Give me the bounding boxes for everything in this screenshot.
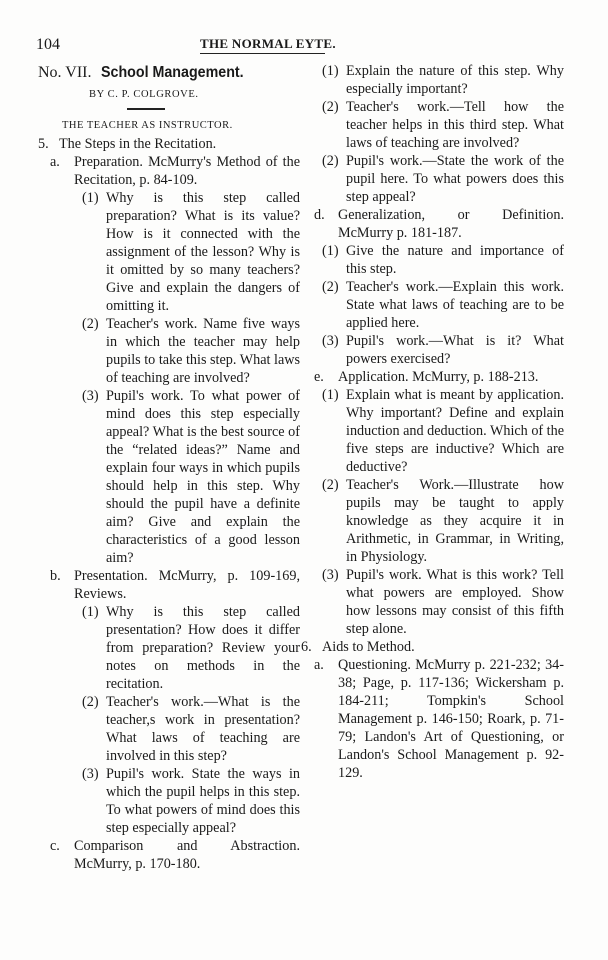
item-text: Teacher's work. Name five ways in which the teacher may help pupils to take this step. What laws of teaching are involved? [106,315,301,386]
item-text: Application. McMurry, p. 188-213. [338,369,539,385]
outline-item-6 [301,638,564,656]
item-label: (3) [322,333,339,349]
outline-item-5a-1 [84,189,300,315]
outline-item-5d-2 [324,278,564,332]
item-label: (2) [322,477,339,493]
item-text: Presentation. McMurry, p. 109-169, Reviews. [74,567,300,602]
item-label: (1) [322,63,339,79]
outline-item-5e [314,368,564,386]
outline-item-5c-1 [324,62,564,98]
byline: BY C. P. COLGROVE. [89,89,199,100]
item-text: Comparison and Abstraction. McMurry, p. 170-180. [74,837,300,872]
item-text: Questioning. McMurry p. 221-232; 34-38; Page, p. 117-136; Wickersham p. 184-211; Tompkin's School Management p. 146-150; Roark, p. 71-79; Landon's Art of Questioning, or Landon's School Management p. 92-129. [338,657,564,781]
item-label: (1) [322,243,339,259]
item-text: Teacher's work.—Explain this work. State what laws of teaching are to be applied here. [346,279,564,331]
page-number: 104 [36,36,60,53]
outline-item-5d-1 [324,242,564,278]
item-label: (2) [322,279,339,295]
item-text: Preparation. McMurry's Method of the Recitation, p. 84-109. [74,153,300,188]
item-label: d. [314,207,325,223]
running-head: THE NORMAL EYTE. [200,36,325,54]
item-label: (3) [82,387,99,404]
item-label: a. [50,153,60,170]
outline-item-5d-3 [324,332,564,368]
item-text: Generalization, or Definition. McMurry p. 181-187. [338,207,564,241]
item-label: (2) [82,693,99,710]
item-text: Teacher's work.—Tell how the teacher helps in this third step. What laws of teaching are involved? [346,99,564,151]
item-label: e. [314,369,324,385]
item-label: (2) [82,315,99,332]
item-label: (2) [322,153,339,169]
item-text: Explain the nature of this step. Why especially important? [346,63,564,97]
item-text: Pupil's work. State the ways in which the pupil helps in this step. To what powers of mind does this step especially appeal? [106,765,300,836]
outline-item-5e-2 [324,476,564,566]
item-text: Teacher's Work.—Illustrate how pupils may be taught to apply knowledge as they acquire it in Arithmetic, in Grammar, in Writing, in Physiology. [346,477,564,565]
article-heading [38,64,300,86]
item-text: Teacher's work.—What is the teacher,s work in presentation? What laws of teaching are involved in this step? [106,693,300,764]
item-label: a. [314,657,324,673]
outline-item-5a-3 [84,387,300,567]
item-text: Explain what is meant by application. Why important? Define and explain induction and deduction. Which of the five steps are inductive? Which are deductive? [346,387,565,475]
item-text: Pupil's work. To what power of mind does this step especially appeal? What is the best source of the “related ideas?” Name and explain four ways in which pupils should help in this step. Why should the pupil have a definite aim? Give and explain the characteristics of a good lesson aim? [106,387,300,566]
outline-item-5c [50,837,300,873]
outline-item-5c-3 [324,152,564,206]
outline-item-5e-1 [324,386,564,476]
left-column [38,64,300,873]
item-text: Pupil's work.—State the work of the pupil here. To what powers does this step appeal? [346,153,564,205]
item-label: 5. [38,135,49,152]
item-label: (1) [82,189,99,206]
item-label: c. [50,837,60,854]
article-title: School Management. [101,64,245,81]
item-label: 6. [301,639,312,655]
outline-item-5b [50,567,300,603]
outline-item-5a-2 [84,315,300,387]
outline-item-5b-3 [84,765,300,837]
outline-item-5e-3 [324,566,564,638]
outline-item-5b-2 [84,693,300,765]
item-text: Pupil's work.—What is it? What powers exercised? [346,333,564,367]
item-text: The Steps in the Recitation. [59,135,217,152]
item-label: b. [50,567,61,584]
item-text: Why is this step called presentation? How does it differ from preparation? Review your notes on methods in the recitation. [106,603,300,692]
item-text: Why is this step called preparation? What is its value? How is it connected with the assignment of the lesson? Why is it omitted by so many teachers? Give and explain the dangers of omitting it. [106,189,300,314]
section-heading: THE TEACHER AS INSTRUCTOR. [62,119,233,131]
outline-item-5b-1 [84,603,300,693]
outline-item-5d [314,206,564,242]
outline-item-6a [314,656,564,782]
divider-rule [127,108,165,110]
item-label: (2) [322,99,339,115]
outline-item-5c-2 [324,98,564,152]
item-text: Pupil's work. What is this work? Tell what powers are employed. Show how lessons may consist of this fifth step alone. [346,567,564,637]
item-text: Give the nature and importance of this step. [346,243,564,277]
outline-item-5a [50,153,300,189]
item-text: Aids to Method. [322,639,415,655]
outline-item-5 [38,135,300,153]
article-number: No. VII. [38,64,92,81]
item-label: (1) [322,387,339,403]
right-column [301,62,565,782]
item-label: (3) [82,765,99,782]
item-label: (3) [322,567,339,583]
item-label: (1) [82,603,99,620]
